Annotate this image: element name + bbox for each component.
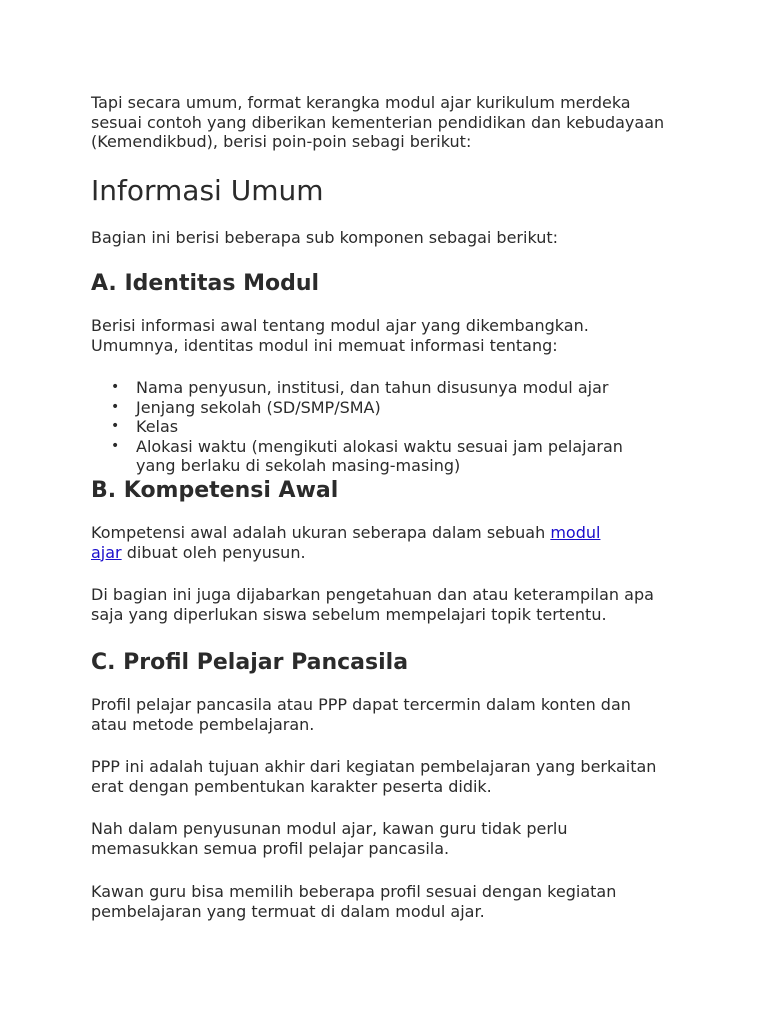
list-item bbox=[91, 417, 623, 437]
link-text-part-2[interactable]: ajar bbox=[91, 542, 122, 562]
intro-line-3: (Kemendikbud), berisi poin-poin sebagi berikut: bbox=[91, 132, 472, 151]
intro-line-2: sesuai contoh yang diberikan kementerian pendidikan dan kebudayaan bbox=[91, 112, 665, 132]
section-intro: Bagian ini berisi beberapa sub komponen sebagai berikut: bbox=[91, 228, 559, 247]
list-item-text: Kelas bbox=[136, 417, 179, 436]
kompetensi-p2-line-2: saja yang diperlukan siswa sebelum mempelajari topik tertentu. bbox=[91, 604, 607, 624]
profil-p1-line-2: atau metode pembelajaran. bbox=[91, 714, 315, 734]
kompetensi-text-after: dibuat oleh penyusun. bbox=[121, 542, 306, 562]
list-item bbox=[91, 398, 623, 418]
profil-p2-line-1: PPP ini adalah tujuan akhir dari kegiatan pembelajaran yang berkaitan bbox=[91, 757, 657, 776]
kompetensi-text-before: Kompetensi awal adalah ukuran seberapa dalam sebuah bbox=[91, 523, 551, 542]
list-item bbox=[91, 437, 623, 476]
list-item-text: Nama penyusun, institusi, dan tahun disusunya modul ajar bbox=[136, 378, 609, 397]
profil-p1-line-1: Profil pelajar pancasila atau PPP dapat tercermin dalam konten dan bbox=[91, 695, 631, 714]
kompetensi-paragraph-2 bbox=[91, 585, 654, 624]
list-item-text: Alokasi waktu (mengikuti alokasi waktu sesuai jam pelajaran bbox=[136, 436, 623, 456]
modul-ajar-link[interactable] bbox=[550, 523, 600, 542]
intro-paragraph bbox=[91, 93, 664, 152]
profil-paragraph-3 bbox=[91, 819, 568, 858]
kompetensi-paragraph-1 bbox=[91, 523, 600, 562]
identitas-heading: A. Identitas Modul bbox=[91, 271, 320, 296]
profil-paragraph-4 bbox=[91, 882, 616, 921]
profil-paragraph-1 bbox=[91, 695, 631, 734]
intro-line-1: Tapi secara umum, format kerangka modul ajar kurikulum merdeka bbox=[91, 93, 631, 112]
identitas-line-2: Umumnya, identitas modul ini memuat informasi tentang: bbox=[91, 335, 558, 355]
identitas-line-1: Berisi informasi awal tentang modul ajar yang dikembangkan. bbox=[91, 316, 589, 335]
profil-p4-line-1: Kawan guru bisa memilih beberapa profil sesuai dengan kegiatan bbox=[91, 882, 617, 901]
profil-p2-line-2: erat dengan pembentukan karakter peserta didik. bbox=[91, 776, 492, 796]
profil-p3-line-2: memasukkan semua profil pelajar pancasila. bbox=[91, 838, 450, 858]
profil-heading: C. Profil Pelajar Pancasila bbox=[91, 650, 409, 675]
kompetensi-p2-line-1: Di bagian ini juga dijabarkan pengetahuan dan atau keterampilan apa bbox=[91, 585, 654, 604]
identitas-paragraph bbox=[91, 316, 589, 355]
profil-p3-line-1: Nah dalam penyusunan modul ajar, kawan guru tidak perlu bbox=[91, 819, 568, 838]
profil-p4-line-2: pembelajaran yang termuat di dalam modul ajar. bbox=[91, 901, 485, 921]
list-item-text: Jenjang sekolah (SD/SMP/SMA) bbox=[136, 397, 381, 417]
list-item bbox=[91, 378, 623, 398]
bullet-icon: • bbox=[111, 418, 120, 434]
list-item-text-cont: yang berlaku di sekolah masing-masing) bbox=[136, 456, 461, 475]
bullet-icon: • bbox=[111, 437, 120, 454]
section-title: Informasi Umum bbox=[91, 174, 324, 207]
kompetensi-heading: B. Kompetensi Awal bbox=[91, 478, 339, 503]
identitas-list bbox=[91, 378, 623, 476]
profil-paragraph-2 bbox=[91, 757, 656, 796]
bullet-icon: • bbox=[111, 398, 120, 415]
modul-ajar-link-cont[interactable] bbox=[91, 543, 122, 562]
bullet-icon: • bbox=[111, 379, 120, 395]
link-text-part-1[interactable]: modul bbox=[550, 523, 601, 542]
